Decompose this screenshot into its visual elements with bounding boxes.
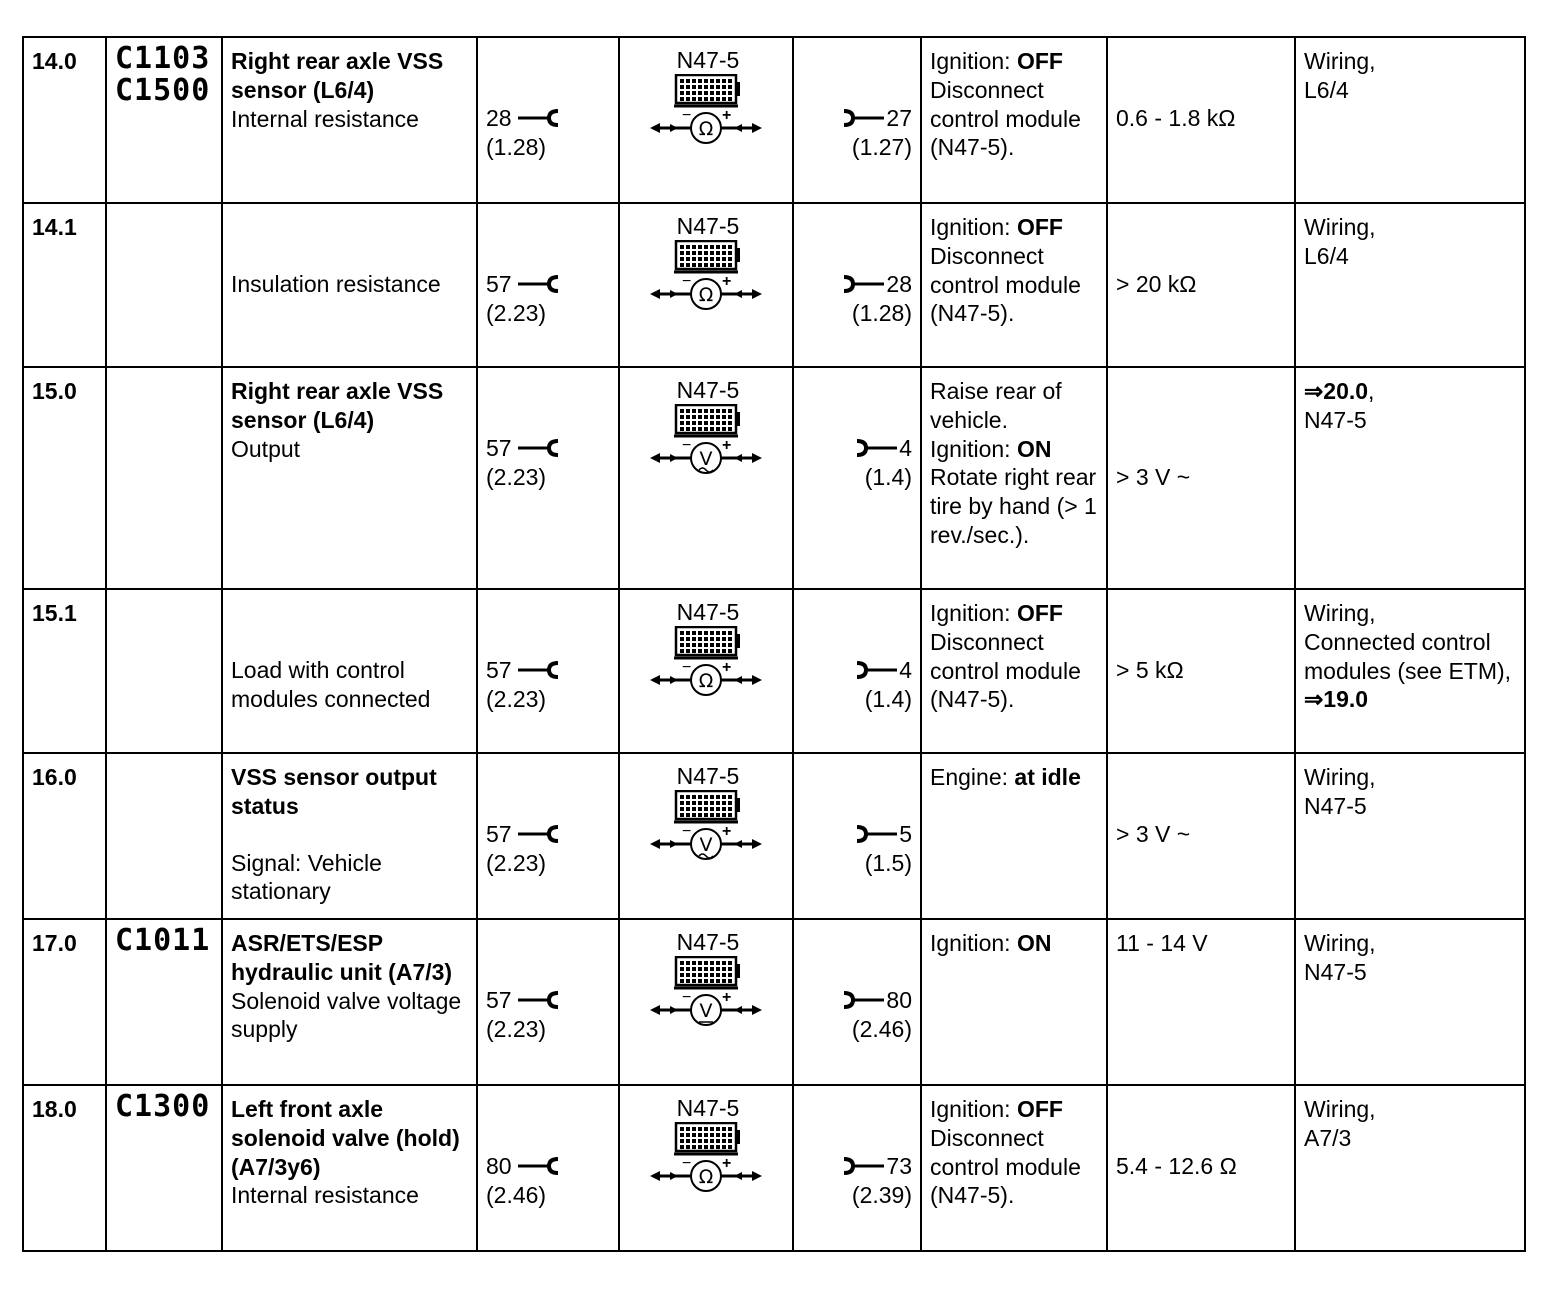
svg-text:+: + bbox=[722, 823, 732, 840]
table-row bbox=[23, 203, 1525, 367]
remedy-line: Wiring, bbox=[1304, 600, 1376, 626]
pin-left-number: 57 bbox=[486, 657, 512, 683]
svg-text:Ω: Ω bbox=[698, 118, 714, 140]
fault-codes bbox=[106, 753, 222, 919]
svg-text:V: V bbox=[699, 1000, 713, 1022]
nominal-value-text: > 5 kΩ bbox=[1116, 657, 1184, 683]
meter-module-label: N47-5 bbox=[676, 213, 740, 239]
step-number bbox=[23, 753, 106, 919]
condition-line: Disconnect control module (N47-5). bbox=[930, 76, 1081, 161]
step-number bbox=[23, 367, 106, 589]
condition-line: Ignition: ON bbox=[930, 435, 1052, 462]
pin-right bbox=[793, 919, 921, 1085]
table-row bbox=[23, 1085, 1525, 1251]
test-type: Output bbox=[231, 435, 301, 462]
condition-line: Disconnect control module (N47-5). bbox=[930, 242, 1081, 327]
test-conditions bbox=[921, 589, 1107, 753]
pin-right-sub: (1.28) bbox=[851, 299, 912, 326]
pin-right-number: 27 bbox=[886, 105, 912, 131]
svg-text:−: − bbox=[682, 437, 692, 454]
pin-left bbox=[477, 203, 619, 367]
step-number bbox=[23, 919, 106, 1085]
possible-cause-remedy bbox=[1295, 753, 1525, 919]
condition-line: Ignition: OFF bbox=[930, 214, 1063, 240]
svg-text:+: + bbox=[722, 659, 732, 676]
meter-diagram bbox=[619, 919, 793, 1085]
pin-right-number: 28 bbox=[886, 271, 912, 297]
remedy-line: Wiring, bbox=[1304, 214, 1376, 240]
test-conditions bbox=[921, 367, 1107, 589]
nominal-value bbox=[1107, 753, 1295, 919]
possible-cause-remedy bbox=[1295, 37, 1525, 203]
remedy-line: L6/4 bbox=[1304, 242, 1349, 269]
multimeter-icon bbox=[648, 1122, 768, 1202]
step-number-text: 15.0 bbox=[32, 378, 77, 404]
svg-text:+: + bbox=[722, 273, 732, 290]
svg-text:Ω: Ω bbox=[698, 1166, 714, 1188]
svg-text:−: − bbox=[682, 273, 692, 290]
pin-left-sub: (2.23) bbox=[486, 685, 547, 712]
meter-diagram bbox=[619, 37, 793, 203]
plug-socket-right-icon bbox=[842, 1157, 884, 1175]
pin-left bbox=[477, 37, 619, 203]
nominal-value-text: > 3 V ~ bbox=[1116, 821, 1191, 847]
test-description bbox=[222, 203, 477, 367]
remedy-line: Wiring, bbox=[1304, 764, 1376, 790]
condition-line: Disconnect control module (N47-5). bbox=[930, 628, 1081, 713]
svg-text:Ω: Ω bbox=[698, 284, 714, 306]
nominal-value bbox=[1107, 367, 1295, 589]
test-conditions bbox=[921, 1085, 1107, 1251]
pin-left-number: 80 bbox=[486, 1153, 512, 1179]
nominal-value-text: 5.4 - 12.6 Ω bbox=[1116, 1153, 1237, 1179]
pin-left-number: 28 bbox=[486, 105, 512, 131]
nominal-value-text: > 3 V ~ bbox=[1116, 464, 1191, 490]
remedy-line: N47-5 bbox=[1304, 958, 1367, 985]
possible-cause-remedy bbox=[1295, 367, 1525, 589]
table-row bbox=[23, 753, 1525, 919]
meter-module-label: N47-5 bbox=[676, 763, 740, 789]
step-number-text: 14.1 bbox=[32, 214, 77, 240]
multimeter-icon bbox=[648, 74, 768, 154]
pin-left-number: 57 bbox=[486, 271, 512, 297]
nominal-value bbox=[1107, 37, 1295, 203]
meter-diagram bbox=[619, 203, 793, 367]
possible-cause-remedy bbox=[1295, 919, 1525, 1085]
table-row bbox=[23, 919, 1525, 1085]
svg-text:Ω: Ω bbox=[698, 670, 714, 692]
table-row bbox=[23, 589, 1525, 753]
component-title: VSS sensor output status bbox=[231, 764, 437, 819]
step-number bbox=[23, 203, 106, 367]
test-conditions bbox=[921, 919, 1107, 1085]
pin-right-number: 80 bbox=[886, 987, 912, 1013]
plug-socket-right-icon bbox=[842, 275, 884, 293]
test-description bbox=[222, 37, 477, 203]
step-number-text: 18.0 bbox=[32, 1096, 77, 1122]
component-title: Right rear axle VSS sensor (L6/4) bbox=[231, 48, 444, 103]
step-number-text: 15.1 bbox=[32, 600, 77, 626]
step-number bbox=[23, 1085, 106, 1251]
pin-left-number: 57 bbox=[486, 435, 512, 461]
fault-code: C1011 bbox=[115, 923, 211, 958]
possible-cause-remedy bbox=[1295, 1085, 1525, 1251]
plug-socket-right-icon bbox=[842, 991, 884, 1009]
component-title: ASR/ETS/ESP hydraulic unit (A7/3) bbox=[231, 930, 453, 985]
svg-text:−: − bbox=[682, 659, 692, 676]
plug-socket-left-icon bbox=[518, 275, 562, 293]
condition-line: Ignition: ON bbox=[930, 930, 1052, 956]
pin-right-sub: (1.5) bbox=[864, 849, 912, 876]
pin-right-sub: (1.27) bbox=[851, 133, 912, 160]
pin-left-sub: (2.23) bbox=[486, 1015, 547, 1042]
nominal-value bbox=[1107, 1085, 1295, 1251]
pin-left-sub: (2.23) bbox=[486, 849, 547, 876]
condition-line: Engine: at idle bbox=[930, 764, 1081, 790]
test-description bbox=[222, 367, 477, 589]
pin-right bbox=[793, 753, 921, 919]
svg-text:+: + bbox=[722, 107, 732, 124]
pin-left-sub: (2.23) bbox=[486, 299, 547, 326]
component-title: Left front axle solenoid valve (hold) (A7/3y6) bbox=[231, 1096, 460, 1180]
meter-diagram bbox=[619, 1085, 793, 1251]
test-table bbox=[22, 36, 1526, 1252]
meter-module-label: N47-5 bbox=[676, 1095, 740, 1121]
pin-right-sub: (1.4) bbox=[864, 463, 912, 490]
table-row bbox=[23, 367, 1525, 589]
pin-left bbox=[477, 919, 619, 1085]
pin-right-number: 4 bbox=[899, 657, 912, 683]
remedy-line: N47-5 bbox=[1304, 406, 1367, 433]
svg-text:+: + bbox=[722, 989, 732, 1006]
pin-right-number: 4 bbox=[899, 435, 912, 461]
fault-codes bbox=[106, 37, 222, 203]
nominal-value-text: 11 - 14 V bbox=[1116, 930, 1208, 956]
test-type: Insulation resistance bbox=[231, 271, 441, 297]
svg-text:V: V bbox=[699, 834, 713, 856]
plug-socket-right-icon bbox=[855, 439, 897, 457]
fault-code: C1103 bbox=[115, 41, 211, 76]
test-type: Solenoid valve voltage supply bbox=[231, 987, 462, 1043]
svg-text:V: V bbox=[699, 448, 713, 470]
remedy-line: Wiring, bbox=[1304, 48, 1376, 74]
pin-left-sub: (2.46) bbox=[486, 1181, 547, 1208]
pin-right-sub: (2.39) bbox=[851, 1181, 912, 1208]
step-number-text: 17.0 bbox=[32, 930, 77, 956]
pin-left-sub: (1.28) bbox=[486, 133, 547, 160]
possible-cause-remedy bbox=[1295, 203, 1525, 367]
plug-socket-right-icon bbox=[855, 825, 897, 843]
remedy-line: L6/4 bbox=[1304, 76, 1349, 103]
plug-socket-left-icon bbox=[518, 991, 562, 1009]
table-row bbox=[23, 37, 1525, 203]
meter-module-label: N47-5 bbox=[676, 377, 740, 403]
meter-diagram bbox=[619, 589, 793, 753]
pin-right bbox=[793, 589, 921, 753]
remedy-line: A7/3 bbox=[1304, 1124, 1352, 1151]
pin-left bbox=[477, 589, 619, 753]
remedy-line: N47-5 bbox=[1304, 792, 1367, 819]
plug-socket-left-icon bbox=[518, 1157, 562, 1175]
svg-text:−: − bbox=[682, 1155, 692, 1172]
pin-left-sub: (2.23) bbox=[486, 463, 547, 490]
multimeter-icon bbox=[648, 626, 768, 706]
multimeter-icon bbox=[648, 240, 768, 320]
fault-code: C1500 bbox=[115, 73, 211, 108]
test-type: Internal resistance bbox=[231, 1182, 419, 1209]
pin-left bbox=[477, 1085, 619, 1251]
pin-right-number: 5 bbox=[899, 821, 912, 847]
plug-socket-right-icon bbox=[842, 109, 884, 127]
remedy-line: Wiring, bbox=[1304, 930, 1376, 956]
fault-codes bbox=[106, 919, 222, 1085]
test-description bbox=[222, 919, 477, 1085]
meter-diagram bbox=[619, 367, 793, 589]
meter-diagram bbox=[619, 753, 793, 919]
test-description bbox=[222, 589, 477, 753]
test-type: Load with control modules connected bbox=[231, 657, 431, 712]
multimeter-icon bbox=[648, 790, 768, 870]
fault-codes bbox=[106, 589, 222, 753]
component-title: Right rear axle VSS sensor (L6/4) bbox=[231, 378, 444, 433]
svg-text:+: + bbox=[722, 437, 732, 454]
svg-text:−: − bbox=[682, 989, 692, 1006]
pin-right-number: 73 bbox=[886, 1153, 912, 1179]
test-conditions bbox=[921, 753, 1107, 919]
svg-text:+: + bbox=[722, 1155, 732, 1172]
test-description bbox=[222, 1085, 477, 1251]
pin-right bbox=[793, 37, 921, 203]
plug-socket-left-icon bbox=[518, 439, 562, 457]
test-type: Internal resistance bbox=[231, 105, 419, 132]
pin-left bbox=[477, 753, 619, 919]
condition-line: Rotate right rear tire by hand (> 1 rev./sec.). bbox=[930, 464, 1097, 548]
pin-right bbox=[793, 367, 921, 589]
pin-right bbox=[793, 1085, 921, 1251]
fault-codes bbox=[106, 1085, 222, 1251]
meter-module-label: N47-5 bbox=[676, 929, 740, 955]
condition-line: Disconnect control module (N47-5). bbox=[930, 1124, 1081, 1209]
meter-module-label: N47-5 bbox=[676, 599, 740, 625]
step-number-text: 14.0 bbox=[32, 48, 77, 74]
pin-right-sub: (2.46) bbox=[851, 1015, 912, 1042]
nominal-value bbox=[1107, 203, 1295, 367]
remedy-line: Wiring, bbox=[1304, 1096, 1376, 1122]
condition-line: Raise rear of vehicle. bbox=[930, 378, 1062, 433]
plug-socket-left-icon bbox=[518, 661, 562, 679]
pin-left bbox=[477, 367, 619, 589]
step-number-text: 16.0 bbox=[32, 764, 77, 790]
remedy-line: ⇒19.0 bbox=[1304, 686, 1369, 713]
plug-socket-left-icon bbox=[518, 109, 562, 127]
test-description bbox=[222, 753, 477, 919]
condition-line: Ignition: OFF bbox=[930, 600, 1063, 626]
fault-codes bbox=[106, 203, 222, 367]
multimeter-icon bbox=[648, 956, 768, 1036]
pin-right-sub: (1.4) bbox=[864, 685, 912, 712]
test-type: Signal: Vehicle stationary bbox=[231, 849, 382, 905]
plug-socket-right-icon bbox=[855, 661, 897, 679]
remedy-line: ⇒20.0, bbox=[1304, 378, 1375, 404]
condition-line: Ignition: OFF bbox=[930, 1096, 1063, 1122]
pin-left-number: 57 bbox=[486, 821, 512, 847]
svg-text:−: − bbox=[682, 823, 692, 840]
test-conditions bbox=[921, 203, 1107, 367]
pin-left-number: 57 bbox=[486, 987, 512, 1013]
step-number bbox=[23, 589, 106, 753]
svg-text:−: − bbox=[682, 107, 692, 124]
fault-code: C1300 bbox=[115, 1089, 211, 1124]
test-conditions bbox=[921, 37, 1107, 203]
nominal-value bbox=[1107, 919, 1295, 1085]
fault-codes bbox=[106, 367, 222, 589]
step-number bbox=[23, 37, 106, 203]
possible-cause-remedy bbox=[1295, 589, 1525, 753]
meter-module-label: N47-5 bbox=[676, 47, 740, 73]
nominal-value-text: > 20 kΩ bbox=[1116, 271, 1197, 297]
remedy-line: Connected control modules (see ETM), bbox=[1304, 628, 1512, 684]
condition-line: Ignition: OFF bbox=[930, 48, 1063, 74]
pin-right bbox=[793, 203, 921, 367]
nominal-value-text: 0.6 - 1.8 kΩ bbox=[1116, 105, 1236, 131]
multimeter-icon bbox=[648, 404, 768, 484]
nominal-value bbox=[1107, 589, 1295, 753]
plug-socket-left-icon bbox=[518, 825, 562, 843]
